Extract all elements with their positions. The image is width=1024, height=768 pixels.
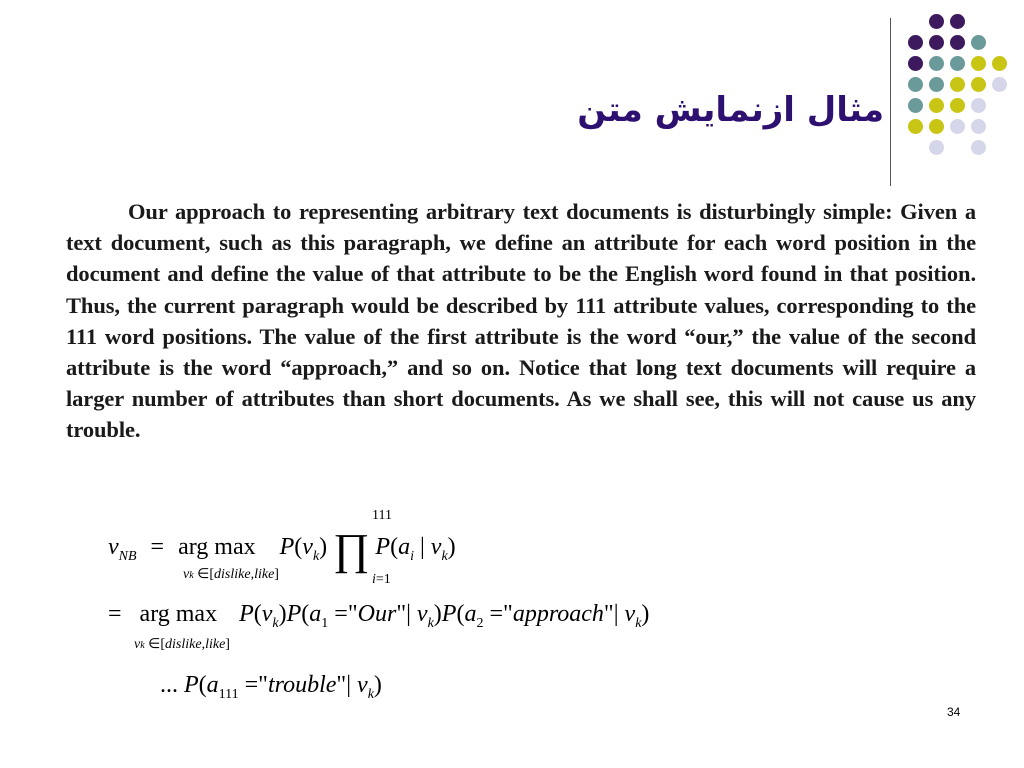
decorative-dot: [908, 56, 923, 71]
decorative-dot: [908, 35, 923, 50]
formula-line-3: ... $P(a_{111}$ ="trouble"| $v_k$): [160, 672, 382, 702]
decorative-dot: [929, 77, 944, 92]
paragraph-text: Our approach to representing arbitrary text documents is disturbingly simple: Given a text document, such as this paragraph, we define an attribute for each word position in the document and define the value of that attribute to be the English word found in that position. Thus, the current paragraph would be described by 111 attribute values, corresponding to the 111 word positions. The value of the first attribute is the word “our,” the value of the second attribute is the word “approach,” and so on. Notice that long text documents will require a larger number of attributes than short documents. As we shall see, this will not cause us any trouble.: [66, 199, 976, 443]
decorative-dot: [971, 35, 986, 50]
decorative-dot: [929, 14, 944, 29]
decorative-dot: [971, 119, 986, 134]
argmax-operator: arg max: [178, 534, 256, 560]
scanned-paragraph: [66, 196, 976, 446]
decorative-dot: [992, 77, 1007, 92]
expanded-product: $P(v_k)P(a_1$ ="Our"| $v_k)P(a_2$ ="approach"| $v_k$): [239, 601, 650, 631]
argmax-operator-2: arg max: [139, 601, 218, 627]
decorative-dot: [950, 35, 965, 50]
decorative-dot: [950, 119, 965, 134]
decorative-dot: [971, 77, 986, 92]
title-divider-line: [890, 18, 891, 186]
likelihood-term: $P(a_i$ | $v_k$): [375, 534, 456, 564]
decorative-dot-grid: [908, 14, 1008, 164]
decorative-dot: [950, 77, 965, 92]
prior-term: $P(v_k)$: [279, 534, 328, 564]
product-lower-limit: i=1: [372, 572, 391, 587]
equals-sign: =: [150, 534, 165, 560]
decorative-dot: [929, 35, 944, 50]
argmax-subscript-2: vk ∈[dislike,like]: [134, 637, 230, 652]
product-symbol: ∏: [333, 525, 370, 574]
decorative-dot: [950, 14, 965, 29]
decorative-dot: [929, 98, 944, 113]
product-upper-limit: 111: [372, 508, 392, 523]
decorative-dot: [950, 56, 965, 71]
vnb-subscript: NB: [118, 549, 137, 564]
decorative-dot: [992, 56, 1007, 71]
decorative-dot: [971, 56, 986, 71]
decorative-dot: [908, 77, 923, 92]
decorative-dot: [929, 119, 944, 134]
decorative-dot: [971, 140, 986, 155]
page-number: 34: [947, 705, 961, 719]
decorative-dot: [929, 140, 944, 155]
decorative-dot: [929, 56, 944, 71]
decorative-dot: [950, 98, 965, 113]
decorative-dot: [908, 98, 923, 113]
decorative-dot: [908, 119, 923, 134]
vnb-symbol: v: [108, 534, 119, 560]
decorative-dot: [971, 98, 986, 113]
formula-line-2: [108, 601, 649, 632]
argmax-subscript-1: vk ∈[dislike,like]: [183, 567, 279, 582]
formula-line-1: [108, 525, 456, 574]
slide-title: مثال ازنمایش متن: [577, 90, 884, 130]
equals-sign-2: =: [108, 601, 122, 627]
